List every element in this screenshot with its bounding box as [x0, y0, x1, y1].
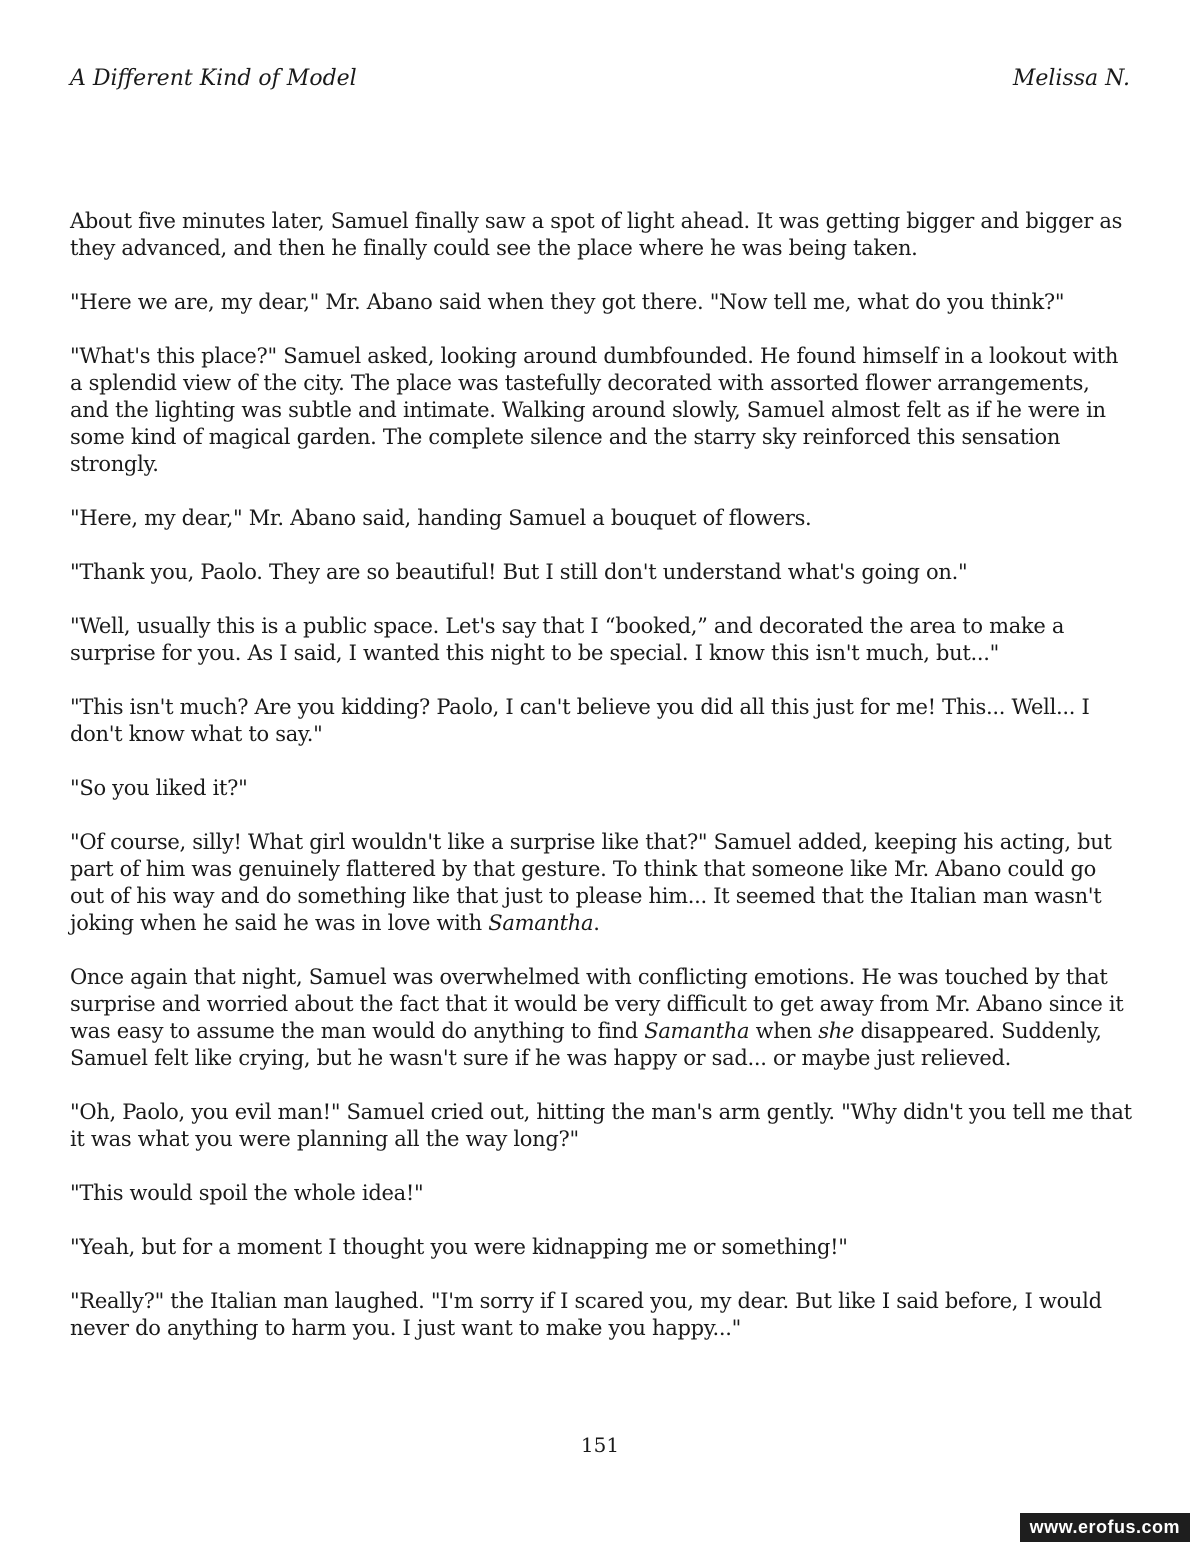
book-title: A Different Kind of Model — [70, 66, 357, 91]
paragraph: "What's this place?" Samuel asked, looking around dumbfounded. He found himself in a lookout with a splendid view of the city. The place was tastefully decorated with assorted flower arrangements, and the lighting was subtle and intimate. Walking around slowly, Samuel almost felt as if he were in some kind of magical garden. The complete silence and the starry sky reinforced this sensation strongly. — [70, 344, 1119, 476]
paragraph: "Here we are, my dear," Mr. Abano said when they got there. "Now tell me, what do you think?" — [70, 290, 1065, 314]
paragraph-text: . — [593, 911, 600, 935]
page-number: 151 — [580, 1433, 620, 1457]
paragraph: "Here, my dear," Mr. Abano said, handing Samuel a bouquet of flowers. — [70, 506, 812, 530]
watermark: www.erofus.com — [1020, 1513, 1190, 1542]
page-header — [70, 66, 1130, 91]
paragraph-text: disappeared. Suddenly, Samuel felt like crying, but he wasn't sure if he was happy or sad... or maybe just relieved. — [70, 1019, 1102, 1070]
paragraph: "Yeah, but for a moment I thought you were kidnapping me or something!" — [70, 1235, 848, 1259]
emphasis-text: Samantha — [488, 911, 594, 935]
paragraph: "This would spoil the whole idea!" — [70, 1181, 424, 1205]
paragraph-text: "Of course, silly! What girl wouldn't like a surprise like that?" Samuel added, keeping his acting, but part of him was genuinely flattered by that gesture. To think that someone like Mr. Abano could go out of his way and do something like that just to please him... It seemed that the Italian man wasn't joking when he said he was in love with — [70, 830, 1112, 935]
paragraph: "This isn't much? Are you kidding? Paolo, I can't believe you did all this just for me! This... Well... I don't know what to say." — [70, 695, 1090, 746]
author-name: Melissa N. — [1012, 66, 1130, 91]
paragraph — [70, 964, 1132, 1072]
body-text — [70, 208, 1132, 1369]
paragraph: "Really?" the Italian man laughed. "I'm sorry if I scared you, my dear. But like I said before, I would never do anything to harm you. I just want to make you happy..." — [70, 1289, 1102, 1340]
paragraph: "So you liked it?" — [70, 776, 248, 800]
paragraph-text: when — [749, 1019, 819, 1043]
paragraph: About five minutes later, Samuel finally saw a spot of light ahead. It was getting bigger and bigger as they advanced, and then he finally could see the place where he was being taken. — [70, 209, 1123, 260]
paragraph — [70, 829, 1132, 937]
paragraph-text: Once again that night, Samuel was overwhelmed with conflicting emotions. He was touched by that surprise and worried about the fact that it would be very difficult to get away from Mr. Abano since it was easy to assume the man would do anything to find — [70, 965, 1124, 1043]
paragraph: "Thank you, Paolo. They are so beautiful! But I still don't understand what's going on." — [70, 560, 968, 584]
paragraph: "Oh, Paolo, you evil man!" Samuel cried out, hitting the man's arm gently. "Why didn't you tell me that it was what you were planning all the way long?" — [70, 1100, 1132, 1151]
paragraph: "Well, usually this is a public space. Let's say that I “booked,” and decorated the area to make a surprise for you. As I said, I wanted this night to be special. I know this isn't much, but..." — [70, 614, 1065, 665]
emphasis-text: she — [818, 1019, 855, 1043]
emphasis-text: Samantha — [644, 1019, 750, 1043]
